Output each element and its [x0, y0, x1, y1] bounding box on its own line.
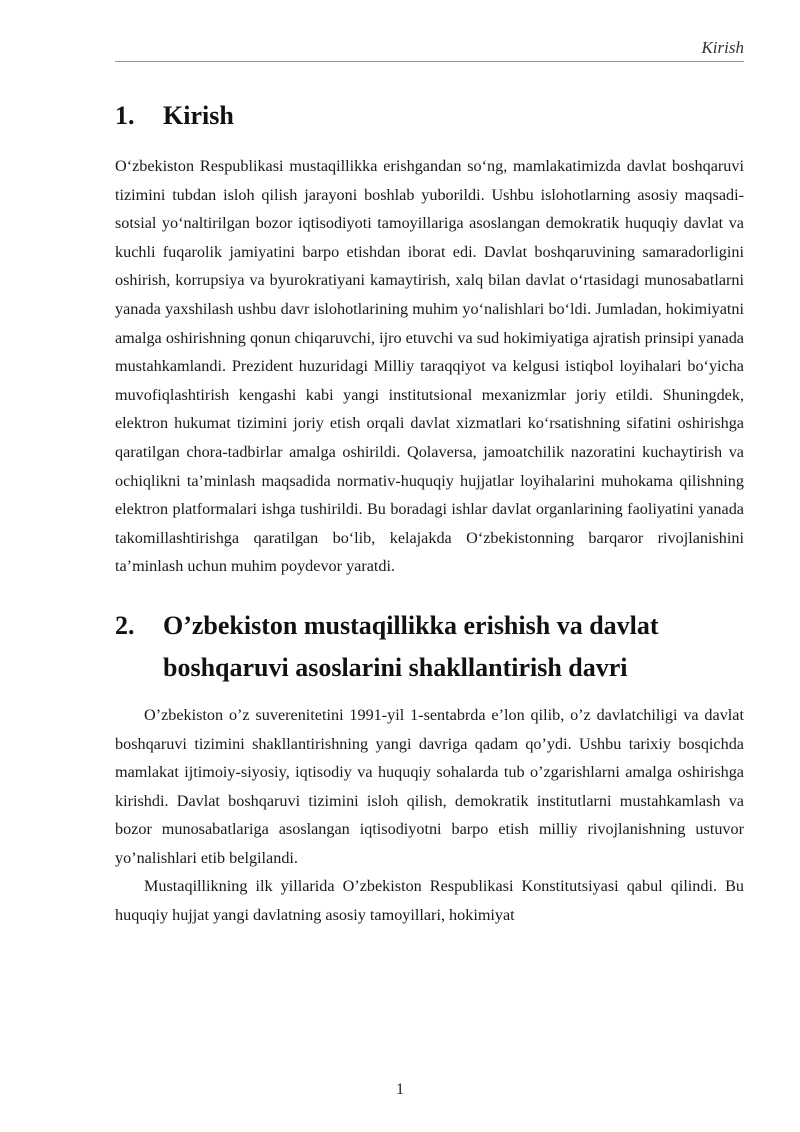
section-2-paragraph-1: O’zbekiston o’z suverenitetini 1991-yil 1-sentabrda e’lon qilib, o’z davlatchiligi va davlat boshqaruvi tizimini shakllantirishning yangi davriga qadam qo’ydi. Ushbu tarixiy bosqichda mamlakat ijtimoiy-siyosiy, iqtisodiy va huquqiy sohalarda tub o’zgarishlarni amalga oshirishga kirishdi. Davlat boshqaruvi tizimini isloh qilish, demokratik institutlarni mustahkamlash va bozor munosabatlariga asoslangan iqtisodiyotni barpo etish milliy rivojlanishning ustuvor yo’nalishlari etib belgilandi.	[115, 705, 744, 867]
section-heading-2	[115, 605, 744, 689]
section-heading-1	[115, 94, 744, 138]
section-number-1: 1.	[115, 101, 135, 130]
page-content	[115, 94, 744, 930]
section-number-2: 2.	[115, 610, 135, 640]
page-number: 1	[396, 1081, 404, 1098]
header-rule	[115, 61, 744, 62]
section-title-2: O’zbekiston mustaqillikka erishish va davlat boshqaruvi asoslarini shakllantirish davri	[163, 610, 659, 682]
section-1-paragraph-1: O‘zbekiston Respublikasi mustaqillikka erishgandan so‘ng, mamlakatimizda davlat boshqaruvi tizimini tubdan isloh qilish jarayoni boshlab yuborildi. Ushbu islohotlarning asosiy maqsadi-sotsial yo‘naltirilgan bozor iqtisodiyoti tamoyillariga asoslangan demokratik huquqiy davlat va kuchli fuqarolik jamiyatini barpo etishdan iborat edi. Davlat boshqaruvining samaradorligini oshirish, korrupsiya va byurokratiyani kamaytirish, xalq bilan davlat o‘rtasidagi munosabatlarni yanada yaxshilash ushbu davr islohotlarining muhim yo‘nalishlari bo‘ldi. Jumladan, hokimiyatni amalga oshirishning qonun chiqaruvchi, ijro etuvchi va sud hokimiyatiga ajratish prinsipi yanada mustahkamlandi. Prezident huzuridagi Milliy taraqqiyot va kelgusi istiqbol loyihalari bo‘yicha muvofiqlashtirish kengashi kabi yangi institutsional mexanizmlar joriy etildi. Shuningdek, elektron hukumat tizimini joriy etish orqali davlat xizmatlari ko‘rsatishning sifatini oshirishga qaratilgan chora-tadbirlar amalga oshirildi. Qolaversa, jamoatchilik nazoratini kuchaytirish va ochiqlikni ta’minlash maqsadida normativ-huquqiy hujjatlar loyihalarini muhokama qilishning elektron platformalari ishga tushirildi. Bu boradagi ishlar davlat organlarining faoliyatini yanada takomillashtirishga qaratilgan bo‘lib, kelajakda O‘zbekistonning barqaror rivojlanishini ta’minlash uchun muhim poydevor yaratdi.	[115, 157, 744, 576]
section-2-paragraph-2: Mustaqillikning ilk yillarida O’zbekiston Respublikasi Konstitutsiyasi qabul qilindi. Bu huquqiy hujjat yangi davlatning asosiy tamoyillari, hokimiyat	[115, 877, 744, 925]
section-title-1: Kirish	[163, 101, 234, 130]
running-header-title: Kirish	[701, 38, 744, 57]
